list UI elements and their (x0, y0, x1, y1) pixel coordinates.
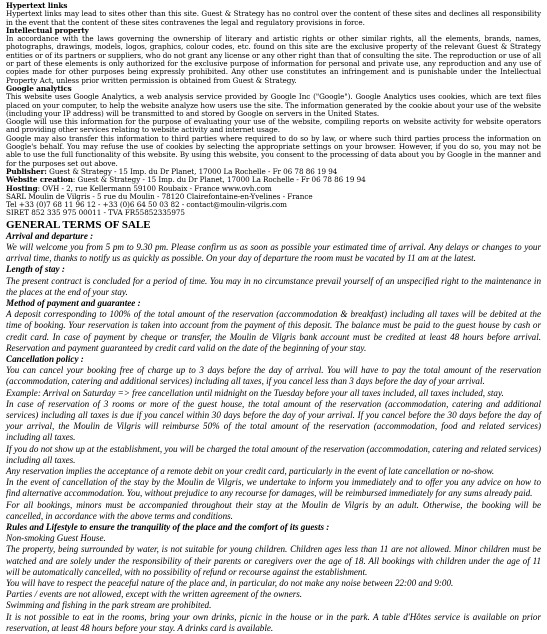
cancellation-paragraph: Any reservation implies the acceptance of a remote debit on your credit card, particularly in the event of late cancellation or no-show. (6, 465, 495, 476)
cancellation-paragraph: Example: Arrival on Saturday => free cancellation until midnight on the Tuesday before your all taxes included, all taxes included, stay. (6, 387, 504, 398)
hosting-value: : OVH - 2, rue Kellermann 59100 Roubaix - France www.ovh.com (37, 183, 272, 193)
hypertext-body: Hypertext links may lead to sites other than this site. Guest & Strategy has no control over the content of these sites and declines all responsibility in the event that the content of these sites contravenes the legal and regulatory provisions in force. (6, 9, 541, 27)
hosting-label: Hosting (6, 183, 38, 193)
length-heading: Length of stay : (6, 264, 65, 275)
legal-notice (6, 2, 541, 218)
siret-line: SIRET 852 335 975 00011 - TVA FR55852335975 (6, 208, 185, 218)
creation-label: Website creation (6, 175, 73, 185)
publisher-value: Guest & Strategy - 15 Imp. du Dr Planet, 17000 La Rochelle - Fr 06 78 86 19 94 (46, 166, 338, 176)
rules-heading: Rules and Lifestyle to ensure the tranquility of the place and the comfort of its guests : (6, 522, 330, 532)
analytics-paragraph-2: Google will use this information for the purpose of evaluating your use of the website, compiling reports on website activity for website operators and providing other services relating to website activity and internet usage. (6, 117, 541, 135)
length-body: The present contract is concluded for a period of time. You may in no circumstance prevail yourself of an unspecified right to the maintenance in the places at the end of your stay. (6, 275, 541, 297)
rules-paragraph: You will have to respect the peaceful nature of the place and, in particular, do not make any noise between 22:00 and 9:00. (6, 578, 454, 589)
contact-line: Tel +33 (0)7 68 11 96 12 - +33 (0)6 64 50 03 82 - contact@moulin-vilgris.com (6, 200, 287, 210)
analytics-heading: Google analytics (6, 83, 72, 93)
arrival-heading: Arrival and departure : (6, 230, 94, 241)
cancellation-paragraph: You can cancel your booking free of charge up to 3 days before the day of arrival. You will have to pay the total amount of the reservation (accommodation, catering and additional services) including all taxes, if you cancel less than 3 days before the day of your arrival. (6, 365, 541, 387)
cancellation-paragraph: In case of reservation of 3 rooms or more of the guest house, the total amount of the reservation (accommodation, catering and additional services) including all taxes is due if you cancel within 30 days before the day of your arrival. If you cancel before the 30 days before the day of your arrival, the Moulin de Vilgris will reimburse 50% of the total amount of the reservation (accommodation, food and related services) including all taxes. (6, 398, 541, 443)
rules-paragraph: It is not possible to eat in the rooms, bring your own drinks, picnic in the house or in the park. A table d'Hôtes service is available on prior reservation, at least 48 hours before your stay. A drinks card is available. (6, 611, 541, 633)
rules-paragraph: The property, being surrounded by water, is not suitable for young children. Children ages less than 11 are not allowed. Minor children must be watched and are solely under the responsibility of their parents or caregivers over the age of 18. All bookings with children under the age of 11 will be automatically cancelled, with no possibility of refund or recourse against the establishment. (6, 544, 541, 577)
payment-heading: Method of payment and guarantee : (6, 297, 141, 308)
rules-paragraph: Non-smoking Guest House. (6, 533, 106, 544)
sarl-line: SARL Moulin de Vilgris - 5 rue du Moulin - 78120 Clairefontaine-en-Yvelines - France (6, 191, 313, 201)
cancellation-paragraph: In the event of cancellation of the stay by the Moulin de Vilgris, we undertake to inform you immediately and to offer you any advice on how to find alternative accommodation. You, without prejudice to any recourse for damages, will be reimbursed immediately for any sums already paid. (6, 477, 541, 499)
rules-paragraph: Parties / events are not allowed, except with the written agreement of the owners. (6, 589, 303, 600)
hypertext-heading: Hypertext links (6, 1, 68, 10)
terms-body (6, 231, 541, 634)
terms-title: GENERAL TERMS OF SALE (6, 218, 151, 231)
arrival-body: We will welcome you from 5 pm to 9.30 pm. Please confirm us as soon as possible your estimated time of arrival. Any delays or changes to your arrival time, thanks to notify us as quickly as possible. On your day of departure the room must be vacated by 11 am at the latest. (6, 241, 541, 264)
analytics-paragraph-1: This website uses Google Analytics, a web analysis service provided by Google Inc ("Google"). Google Analytics uses cookies, which are text files placed on your computer, to help the website analyze how users use the site. The information generated by the cookie about your use of the website (including your IP address) will be transmitted to and stored by Google on servers in the United States. (6, 92, 541, 118)
payment-body: A deposit corresponding to 100% of the total amount of the reservation (accommodation & breakfast) including all taxes will be debited at the time of booking. Your reservation is taken into account from the payment of this deposit. The balance must be paid to the guest house by cash or credit card. In case of payment by cheque or transfer, the Moulin de Vilgris bank account must be credited at least 48 hours before arrival. Reservation and payment guaranteed by credit card valid on the date of the beginning of your stay. (6, 309, 541, 353)
analytics-paragraph-3: Google may also transfer this information to third parties where required to do so by law, or where such third parties process the information on Google's behalf. You may refuse the use of cookies by selecting the appropriate settings on your browser. However, if you do so, you may not be able to use the full functionality of this website. By using this website, you consent to the processing of data about you by Google in the manner and for the purposes set out above. (6, 133, 541, 168)
cancellation-paragraph: If you do not show up at the establishment, you will be charged the total amount of the reservation (accommodation, catering and related services) including all taxes. (6, 443, 541, 465)
cancellation-heading: Cancellation policy : (6, 353, 84, 364)
rules-paragraph: Swimming and fishing in the park stream are prohibited. (6, 600, 212, 611)
cancellation-paragraph: For all bookings, minors must be accompanied throughout their stay at the Moulin de Vilgris by an adult. Otherwise, the booking will be cancelled, in accordance with the above terms and conditions. (6, 499, 541, 521)
publisher-label: Publisher: (6, 166, 47, 176)
ip-heading: Intellectual property (6, 25, 89, 35)
creation-value: : Guest & Strategy - 15 Imp. du Dr Planet, 17000 La Rochelle - Fr 06 78 86 19 94 (72, 175, 366, 185)
ip-body: In accordance with the laws governing the ownership of literary and artistic rights or other similar rights, all the elements, brands, names, photographs, drawings, models, logos, graphics, colour codes, etc. found on this site are the exclusive property of the relevant Guest & Strategy entities or of its partners or suppliers, who do not grant any license or any other right than that of consulting the site. The reproduction or use of all or part of these elements is only authorized for the exclusive purpose of information for personal and private use, any reproduction and any use of copies made for other purposes being expressly prohibited. Any other use constitutes an infringement and is punishable under the Intellectual Property Act, unless prior written permission is obtained from Guest & Strategy. (6, 34, 541, 85)
